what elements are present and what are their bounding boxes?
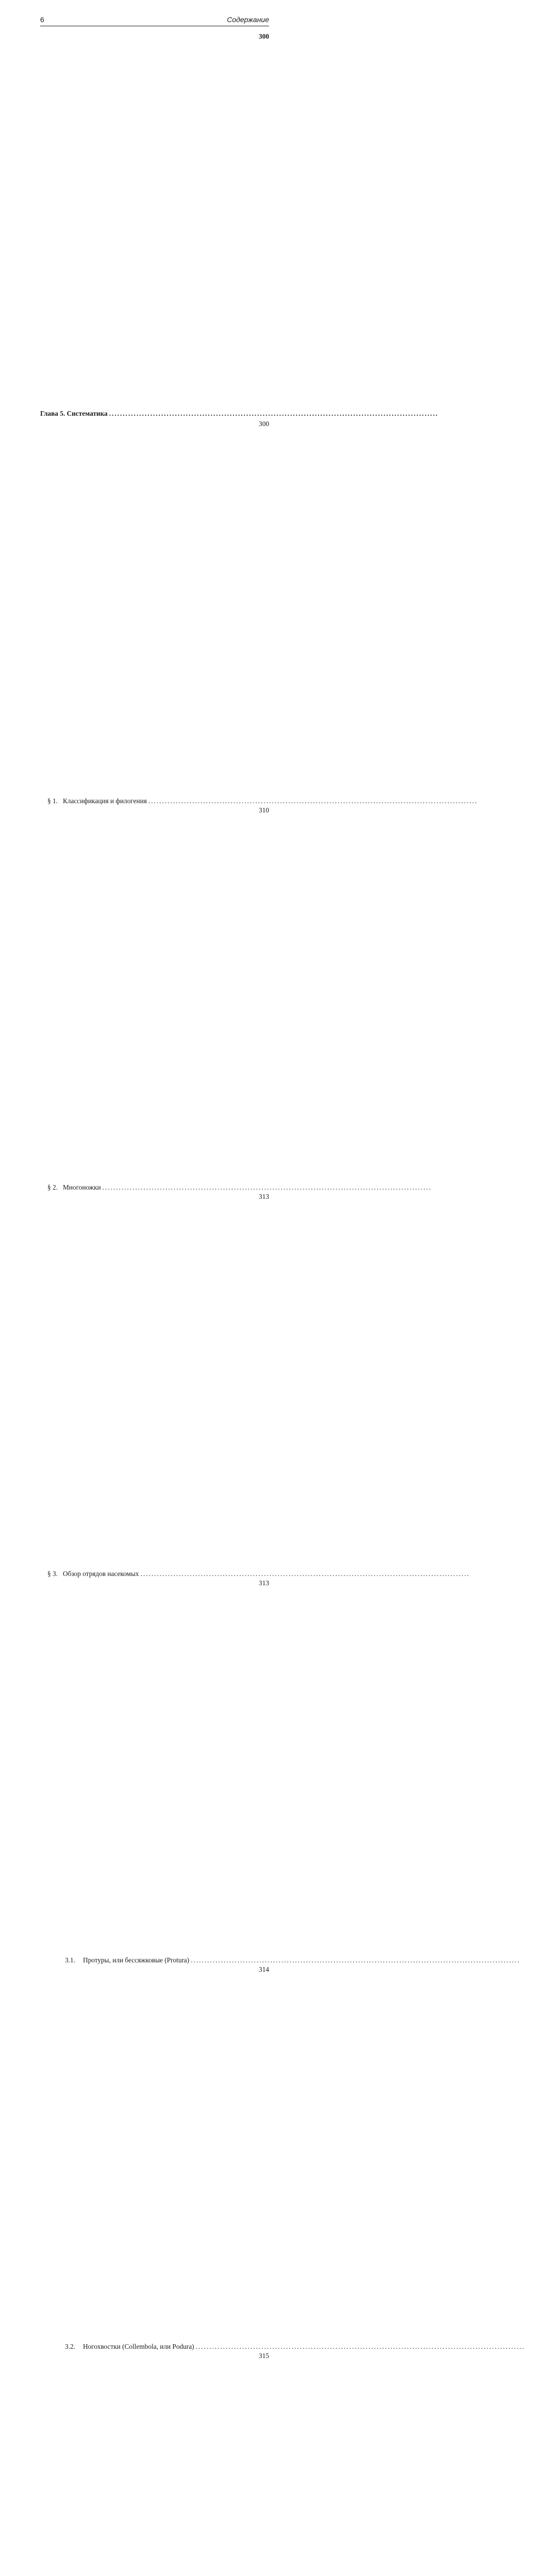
dot-leader: ........................................................................................................................ [109,410,439,418]
toc-entry-title-line: Глава 5. Систематика [40,410,108,418]
toc-entry-page: 300 [259,420,269,428]
toc-entry-title [63,796,478,806]
toc-entry-title-line: Ногохвостки (Collembola, или Podura) [83,2343,194,2351]
toc-entry-page: 300 [259,32,269,40]
toc-entry-page: 310 [259,806,269,814]
toc-entry [40,419,478,806]
toc-entry-number: § 3. [47,1570,58,1578]
toc-entry-number: 3.2. [65,2343,75,2351]
toc-entry-page: 314 [259,1965,269,1973]
toc-entry-title-line: Протуры, или бессяжковые (Protura) [83,1956,190,1964]
dot-leader: ........................................................................................................................ [102,1183,432,1192]
toc-entry-title-line: Классификация и филогения [63,797,147,805]
toc-entry [40,1579,521,1965]
toc-entry-page: 313 [259,1579,269,1587]
toc-entry-number: 3.1. [65,1956,75,1964]
toc-entry-title-line: Многоножки [63,1183,101,1192]
page-number: 6 [40,15,44,24]
toc-entry-number: § 2. [47,1183,58,1192]
toc-entry-title [63,1183,432,1192]
toc-entry-title [63,1569,470,1579]
toc-entry-number: § 1. [47,797,58,805]
toc-entry-title-line: Обзор отрядов насекомых [63,1570,139,1578]
toc-entry-page: 313 [259,1193,269,1200]
toc-entry [40,1965,525,2351]
table-of-contents [40,32,525,2576]
toc-entry [40,806,432,1192]
toc-entry [40,2351,269,2576]
toc-entry-title [83,1956,521,1965]
toc-entry-title [83,2342,525,2351]
toc-entry [40,1192,470,1579]
running-title: Содержание [227,15,269,24]
running-header [40,14,269,26]
dot-leader: ........................................................................................................................ [140,1570,470,1578]
dot-leader: ........................................................................................................................ [191,1956,521,1964]
toc-entry-page: 315 [259,2352,269,2360]
dot-leader: ........................................................................................................................ [148,797,478,805]
dot-leader: ........................................................................................................................ [195,2343,525,2351]
toc-entry [40,32,439,418]
toc-entry-title [40,409,439,418]
